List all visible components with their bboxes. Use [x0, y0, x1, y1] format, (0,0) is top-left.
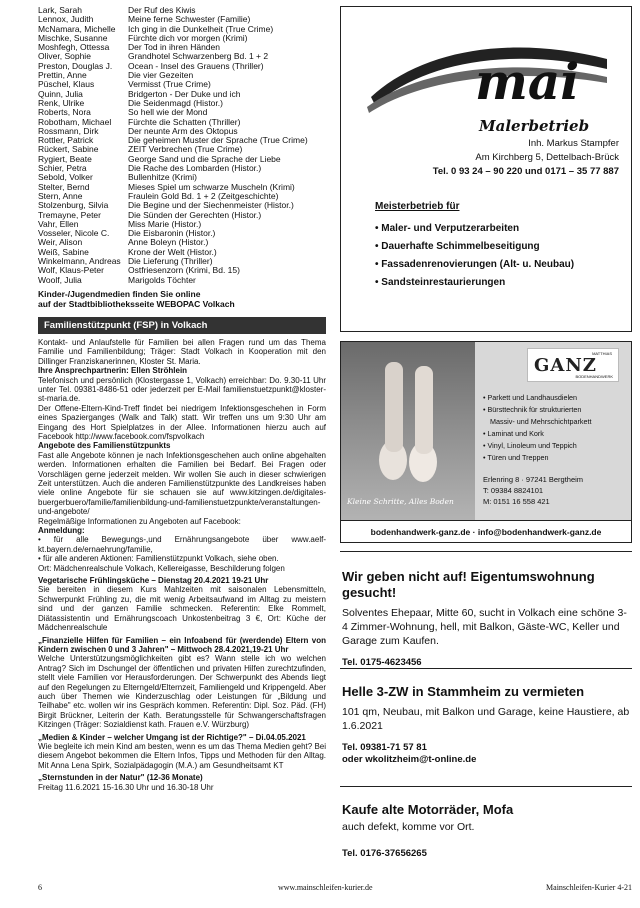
ganz-contact	[483, 474, 583, 507]
book-row	[38, 118, 326, 127]
book-title: Ostfriesenzorn (Krimi, Bd. 15)	[128, 266, 240, 276]
ganz-slogan: Kleine Schritte, Alles Boden	[347, 497, 454, 506]
divider	[340, 786, 632, 787]
fsp-paragraph: „Finanzielle Hilfen für Familien – ein Infoabend für (werdende) Eltern von Kindern zwischen 0 und 3 Jahren" – Mittwoch 28.4.2021,19-21 Uhr	[38, 635, 326, 654]
classified-body: 101 qm, Neubau, mit Balkon und Garage, keine Haustiere, ab 1.6.2021	[342, 706, 630, 732]
classified-body: auch defekt, komme vor Ort.	[342, 821, 475, 833]
book-title: Miss Marie (Histor.)	[128, 219, 202, 229]
book-row	[38, 6, 326, 15]
book-title: ZEIT Verbrechen (True Crime)	[128, 145, 243, 155]
classified-headline: Kaufe alte Motorräder, Mofa	[342, 802, 514, 817]
book-row	[38, 90, 326, 99]
classified-headline: Wir geben nicht auf! Eigentumswohnung gesucht!	[342, 569, 595, 600]
book-author: Mischke, Susanne	[38, 33, 108, 43]
book-title: Der neunte Arm des Oktopus	[128, 126, 238, 136]
feet-illustration	[341, 342, 475, 492]
baby-feet-photo	[341, 342, 475, 520]
book-row	[38, 155, 326, 164]
book-title: Mieses Spiel um schwarze Muscheln (Krimi)	[128, 182, 295, 192]
book-title: Vermisst (True Crime)	[128, 80, 211, 90]
book-author: Rückert, Sabine	[38, 145, 99, 155]
fsp-paragraph: Vegetarische Frühlingsküche – Dienstag 20.4.2021 19-21 Uhr	[38, 576, 269, 586]
book-title: Grandhotel Schwarzenberg Bd. 1 + 2	[128, 52, 269, 62]
left-column	[38, 6, 326, 792]
ganz-logo	[527, 348, 619, 382]
mai-service-item: • Sandsteinrestaurierungen	[375, 277, 506, 288]
kinder-note	[38, 289, 326, 309]
book-row	[38, 34, 326, 43]
book-row	[38, 211, 326, 220]
book-author: Vahr, Ellen	[38, 219, 79, 229]
classified-ad	[340, 569, 632, 669]
book-row	[38, 248, 326, 257]
mai-tel: Tel. 0 93 24 – 90 220 und 0171 – 35 77 887	[432, 166, 619, 177]
book-author: Preston, Douglas J.	[38, 61, 113, 71]
book-author: McNamara, Michelle	[38, 24, 116, 34]
fsp-paragraph: „Sternstunden in der Natur" (12-36 Monate)	[38, 773, 203, 783]
book-author: Stelter, Bernd	[38, 182, 90, 192]
ganz-services	[483, 392, 591, 464]
book-title: Bullenhitze (Krimi)	[128, 173, 197, 183]
book-title: Krone der Welt (Histor.)	[128, 247, 217, 257]
book-title: Die Seidenmagd (Histor.)	[128, 98, 223, 108]
book-title: Meine ferne Schwester (Familie)	[128, 15, 251, 25]
book-author: Weiß, Sabine	[38, 247, 89, 257]
book-row	[38, 276, 326, 285]
ganz-phone: T: 09384 8824101	[483, 486, 544, 495]
book-row	[38, 99, 326, 108]
mai-logo	[363, 25, 613, 137]
classified-email: oder wkolitzheim@t-online.de	[342, 754, 477, 765]
book-title: So hell wie der Mond	[128, 108, 208, 118]
book-author: Schier, Petra	[38, 164, 87, 174]
book-title: Der Ruf des Kiwis	[128, 6, 196, 15]
book-row	[38, 164, 326, 173]
ganz-service-item: • Vinyl, Linoleum und Teppich	[483, 440, 591, 452]
book-row	[38, 173, 326, 182]
fsp-paragraph: Anmeldung:	[38, 526, 85, 536]
book-row	[38, 192, 326, 201]
book-row	[38, 62, 326, 71]
fsp-paragraph: „Medien & Kinder – welcher Umgang ist der Richtige?" – Di.04.05.2021	[38, 732, 306, 742]
book-title: Marigolds Töchter	[128, 275, 196, 285]
kinder-note-line: auf der Stadtbibliotheksseite WEBOPAC Volkach	[38, 298, 235, 309]
book-title: Die Eisbaronin (Histor.)	[128, 229, 216, 239]
ganz-service-item: • Laminat und Kork	[483, 428, 591, 440]
footer-url[interactable]: www.mainschleifen-kurier.de	[278, 883, 373, 892]
book-author: Stern, Anne	[38, 191, 83, 201]
book-author: Stolzenburg, Silvia	[38, 201, 109, 211]
book-row	[38, 136, 326, 145]
ganz-web-email[interactable]: bodenhandwerk-ganz.de · info@bodenhandwerk-ganz.de	[341, 520, 631, 542]
fsp-heading: Familienstützpunkt (FSP) in Volkach	[38, 317, 326, 334]
mai-services-head: Meisterbetrieb für	[375, 201, 460, 212]
book-title: Die Sünden der Gerechten (Histor.)	[128, 210, 262, 220]
book-row	[38, 15, 326, 24]
book-author: Rottler, Patrick	[38, 136, 94, 146]
mai-contact	[433, 137, 619, 179]
mai-logo-word: mai	[475, 52, 580, 111]
mai-service-item: • Dauerhafte Schimmelbeseitigung	[375, 241, 540, 252]
mai-services	[375, 201, 625, 292]
book-author: Püschel, Klaus	[38, 80, 95, 90]
ganz-address: Erlenring 8 · 97241 Bergtheim	[483, 475, 584, 484]
footer-issue: Mainschleifen-Kurier 4-21	[546, 883, 632, 892]
book-author: Rygiert, Beate	[38, 154, 92, 164]
book-list	[38, 6, 326, 285]
book-title: Anne Boleyn (Histor.)	[128, 238, 209, 248]
book-row	[38, 71, 326, 80]
book-title: Die Rache des Lombarden (Histor.)	[128, 164, 262, 174]
kinder-note-line: Kinder-/Jugendmedien finden Sie online	[38, 288, 201, 299]
book-row	[38, 229, 326, 238]
classified-headline: Helle 3-ZW in Stammheim zu vermieten	[342, 684, 585, 699]
book-author: Sebold, Volker	[38, 173, 93, 183]
book-author: Vosseler, Nicole C.	[38, 229, 110, 239]
book-title: Die Lieferung (Thriller)	[128, 257, 213, 267]
book-title: Fürchte die Schatten (Thriller)	[128, 117, 241, 127]
page-number: 6	[38, 883, 42, 892]
ganz-service-item: • Parkett und Landhausdielen	[483, 392, 591, 404]
fsp-body	[38, 338, 326, 792]
classified-tel: Tel. 09381-71 57 81	[342, 742, 427, 753]
ganz-info-panel	[475, 342, 631, 520]
book-title: Der Tod in ihren Händen	[128, 43, 220, 53]
book-author: Winkelmann, Andreas	[38, 257, 121, 267]
fsp-paragraph: Welche Unterstützungsmöglichkeiten gibt es? Wann stelle ich wo welchen Antrag? Sich im Dschungel der öffentlichen und privaten Hilfen zurechtzufinden, stellt viele Familien vor Herausforderungen. Der Schwerpunkt des Abends liegt auf den Regelungen zu Elterngeld/Elternzeit, Familiengeld und Krippengeld. Aber auch über Themen wie Kinderzuschlag oder Leistungen für „Bildung und Teilhabe" etc. wollen wir ins Gespräch kommen. Referentin: Dipl. Soz. Päd. (FH) Birgit Brückner, Leiterin der Kath. Beratungsstelle für Schwangerschaftsfragen Kitzingen (Träger: Sozialdienst kath. Frauen e.V. Würzburg)	[38, 654, 326, 730]
book-author: Roberts, Nora	[38, 108, 91, 118]
fsp-paragraph: Ihre Ansprechpartnerin: Ellen Ströhlein	[38, 366, 188, 376]
mai-address: Am Kirchberg 5, Dettelbach-Brück	[475, 152, 619, 163]
book-row	[38, 25, 326, 34]
ganz-logo-small: MATTHIAS	[592, 351, 612, 356]
classified-tel: Tel. 0176-37656265	[342, 848, 427, 859]
book-author: Quinn, Julia	[38, 89, 83, 99]
book-title: Fraulein Gold Bd. 1 + 2 (Zeitgeschichte)	[128, 191, 279, 201]
mai-owner: Inh. Markus Stampfer	[528, 138, 619, 149]
book-row	[38, 80, 326, 89]
book-author: Oliver, Sophie	[38, 52, 91, 62]
ad-mai-malerbetrieb	[340, 6, 632, 332]
book-title: Ocean - Insel des Grauens (Thriller)	[128, 61, 264, 71]
mai-service-item: • Fassadenrenovierungen (Alt- u. Neubau)	[375, 259, 575, 270]
book-title: Bridgerton - Der Duke und ich	[128, 89, 241, 99]
fsp-paragraph: Wie begleite ich mein Kind am besten, wenn es um das Thema Medien geht? Bei diesem Angebot bekommen die Eltern Infos, Tipps und Methoden für den Alltag. Mit Anna Lena Spirk, Sozialpädagogin (M.A.) am Gesundheitsamt KT	[38, 741, 327, 770]
book-author: Prettin, Anne	[38, 71, 87, 81]
classified-ad	[340, 684, 632, 766]
book-row	[38, 257, 326, 266]
classified-tel: Tel. 0175-4623456	[342, 657, 422, 668]
divider	[340, 551, 632, 552]
book-author: Rossmann, Dirk	[38, 126, 99, 136]
fsp-paragraph: Der Offene-Eltern-Kind-Treff findet bei niedrigem Infektionsgeschehen in Form eines Spazierganges (Walk and Talk) statt. Wir treffen uns um 9:30 Uhr am Eingang des Hort Spielplatzes in der Allee. Informationen hierzu auch auf Facebook http://www.facebook.com/fspvolkach	[38, 403, 326, 441]
book-row	[38, 220, 326, 229]
book-author: Moshfegh, Ottessa	[38, 43, 110, 53]
fsp-paragraph: • für alle Bewegungs-,und Ernährungsangebote über www.aelf-kt.bayern.de/ernaehrung/familie,	[38, 535, 326, 554]
fsp-paragraph: Sie bereiten in diesem Kurs Mahlzeiten mit saisonalen Lebensmitteln, Schwerpunkt Frühling zu, die mit wenig Arbeitsaufwand im Alltag zu meistern sind und der ganzen Familie schmecken. Referentin: Elke Rommelt, Diätassistentin und Ernährungscoach Unkostenbeitrag 3 €, Ort: Küche der Mädchenrealschule	[38, 585, 326, 633]
book-row	[38, 145, 326, 154]
book-row	[38, 238, 326, 247]
book-author: Wolf, Klaus-Peter	[38, 266, 104, 276]
ganz-logo-big: GANZ	[534, 355, 597, 376]
book-row	[38, 43, 326, 52]
fsp-paragraph: Kontakt- und Anlaufstelle für Familien bei allen Fragen rund um das Thema Familie und Familienbildung; Träger: Stadt Volkach in Kooperation mit den Dillinger Franziskanerinnen, Kloster St. Maria.	[38, 337, 326, 366]
book-row	[38, 127, 326, 136]
book-row	[38, 52, 326, 61]
book-author: Lennox, Judith	[38, 15, 94, 25]
fsp-paragraph: Angebote des Familienstützpunkts	[38, 441, 171, 451]
book-row	[38, 201, 326, 210]
ganz-service-item: Massiv- und Mehrschichtparkett	[490, 417, 592, 426]
fsp-paragraph: Regelmäßige Informationen zu Angeboten auf Facebook:	[38, 516, 241, 526]
mai-logo-sub: Malerbetrieb	[479, 117, 590, 135]
book-author: Tremayne, Peter	[38, 210, 101, 220]
classified-body: Solventes Ehepaar, Mitte 60, sucht in Volkach eine schöne 3-4 Zimmer-Wohnung, hell, mit Balkon, Gäste-WC, Keller und Garage zum Kaufen.	[342, 607, 627, 647]
book-title: George Sand und die Sprache der Liebe	[128, 154, 281, 164]
ad-ganz-bodenhandwerk	[340, 341, 632, 543]
book-author: Lark, Sarah	[38, 6, 82, 15]
book-row	[38, 183, 326, 192]
book-author: Woolf, Julia	[38, 275, 82, 285]
ganz-service-item: • Bürsttechnik für strukturierten	[483, 404, 591, 416]
ganz-service-item: • Türen und Treppen	[483, 452, 591, 464]
fsp-paragraph: • für alle anderen Aktionen: Familienstützpunkt Volkach, siehe oben.	[38, 554, 279, 564]
book-author: Weir, Alison	[38, 238, 83, 248]
book-title: Die vier Gezeiten	[128, 71, 194, 81]
book-title: Ich ging in die Dunkelheit (True Crime)	[128, 24, 274, 34]
book-title: Die Begine und der Siechenmeister (Histor.)	[128, 201, 294, 211]
mai-service-item: • Maler- und Verputzerarbeiten	[375, 223, 520, 234]
book-row	[38, 108, 326, 117]
book-title: Die geheimen Muster der Sprache (True Crime)	[128, 136, 308, 146]
ganz-mobile: M: 0151 16 558 421	[483, 497, 550, 506]
book-title: Fürchte dich vor morgen (Krimi)	[128, 33, 248, 43]
fsp-paragraph: Freitag 11.6.2021 15-16.30 Uhr und 16.30-18 Uhr	[38, 782, 214, 792]
fsp-paragraph: Fast alle Angebote können je nach Infektionsgeschehen auch online abgehalten werden. Informationen erhalten die Familien bei Bedarf. Bei Fragen oder Vorschlägen gerne jederzeit melden. Wir wollen Sie auch in dieser schwierigen Zeit unterstützen. Auch die anderen Familienstützpunkte des Landkreises haben viele online Angebote für sie schauen sie auf www.kitzingen.de/digitales-buergerbuero/familie/familienbildung-und-familienstuetzpunkte/veranstaltungen-und-angebote/	[38, 450, 326, 517]
fsp-paragraph: Telefonisch und persönlich (Klostergasse 1, Volkach) erreichbar: Do. 9.30-11 Uhr unter Tel. 09381-8486-51 oder jederzeit per E-Mail familienstuetzpunkt@kloster-st-maria.de.	[38, 375, 326, 404]
book-author: Robotham, Michael	[38, 117, 112, 127]
book-row	[38, 266, 326, 275]
book-author: Renk, Ulrike	[38, 98, 85, 108]
ganz-logo-sub: BODENHANDWERK	[575, 374, 613, 379]
fsp-paragraph: Ort: Mädchenrealschule Volkach, Kellereigasse, Beschilderung folgen	[38, 563, 285, 573]
divider	[340, 668, 632, 669]
classified-ad	[340, 802, 632, 860]
